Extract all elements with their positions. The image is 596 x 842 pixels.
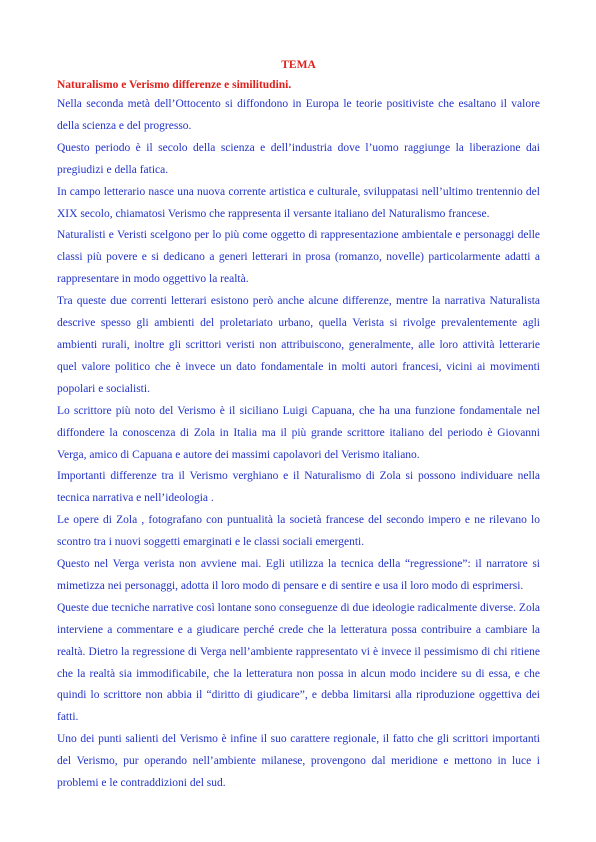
paragraph: Tra queste due correnti letterari esistono però anche alcune differenze, mentre la narrativa Naturalista descrive spesso gli ambienti del proletariato urbano, quella Verista si rivolge prevalentemente agli ambienti rurali, inoltre gli scrittori veristi non attribuiscono, generalmente, alle loro attività letterarie quel valore politico che è invece un dato fondamentale in molti autori francesi, vicini ai movimenti popolari e socialisti. (57, 295, 540, 395)
paragraph: Questo periodo è il secolo della scienza e dell’industria dove l’uomo raggiunge la liberazione dai pregiudizi e della fatica. (57, 141, 540, 176)
document-title: Naturalismo e Verismo differenze e similitudini. (57, 79, 292, 91)
paragraph: Uno dei punti salienti del Verismo è infine il suo carattere regionale, il fatto che gli scrittori importanti del Verismo, pur operando nell’ambiente milanese, provengono dal meridione e mettono in luce i problemi e le contraddizioni del sud. (57, 733, 540, 790)
paragraph: Nella seconda metà dell’Ottocento si diffondono in Europa le teorie positiviste che esaltano il valore della scienza e del progresso. (57, 98, 540, 132)
paragraph: Lo scrittore più noto del Verismo è il siciliano Luigi Capuana, che ha una funzione fondamentale nel diffondere la conoscenza di Zola in Italia ma il più grande scrittore italiano del periodo è Giovanni Verga, amico di Capuana e autore dei massimi capolavori del Verismo italiano. (57, 404, 540, 461)
paragraph: In campo letterario nasce una nuova corrente artistica e culturale, sviluppatasi nell’ultimo trentennio del XIX secolo, chiamatosi Verismo che rappresenta il versante italiano del Naturalismo francese. (57, 185, 540, 220)
document-heading: TEMA (281, 59, 316, 71)
document-body (57, 94, 540, 795)
document-page (57, 58, 540, 795)
paragraph: Queste due tecniche narrative così lontane sono conseguenze di due ideologie radicalmente diverse. Zola interviene a commentare e a giudicare perché crede che la letteratura possa contribuire a cambiare la realtà. Dietro la regressione di Verga nell’ambiente rappresentato vi è invece il pessimismo di chi ritiene che la realtà sia immodificabile, che la letteratura non possa in alcun modo incidere su di essa, e che quindi lo scrittore non abbia il “diritto di giudicare”, e debba limitarsi alla riproduzione oggettiva dei fatti. (57, 601, 540, 724)
paragraph: Le opere di Zola , fotografano con puntualità la società francese del secondo impero e ne rilevano lo scontro tra i nuovi soggetti emarginati e le classi sociali emergenti. (57, 514, 540, 549)
paragraph: Questo nel Verga verista non avviene mai. Egli utilizza la tecnica della “regressione”: il narratore si mimetizza nei personaggi, adotta il loro modo di pensare e di sentire e usa il loro modo di esprimersi. (57, 558, 540, 592)
paragraph: Naturalisti e Veristi scelgono per lo più come oggetto di rappresentazione ambientale e personaggi delle classi più povere e si dedicano a generi letterari in prosa (romanzo, novelle) particolarmente adatti a rappresentare in modo oggettivo la realtà. (57, 229, 540, 286)
paragraph: Importanti differenze tra il Verismo verghiano e il Naturalismo di Zola si possono individuare nella tecnica narrativa e nell’ideologia . (57, 470, 540, 505)
